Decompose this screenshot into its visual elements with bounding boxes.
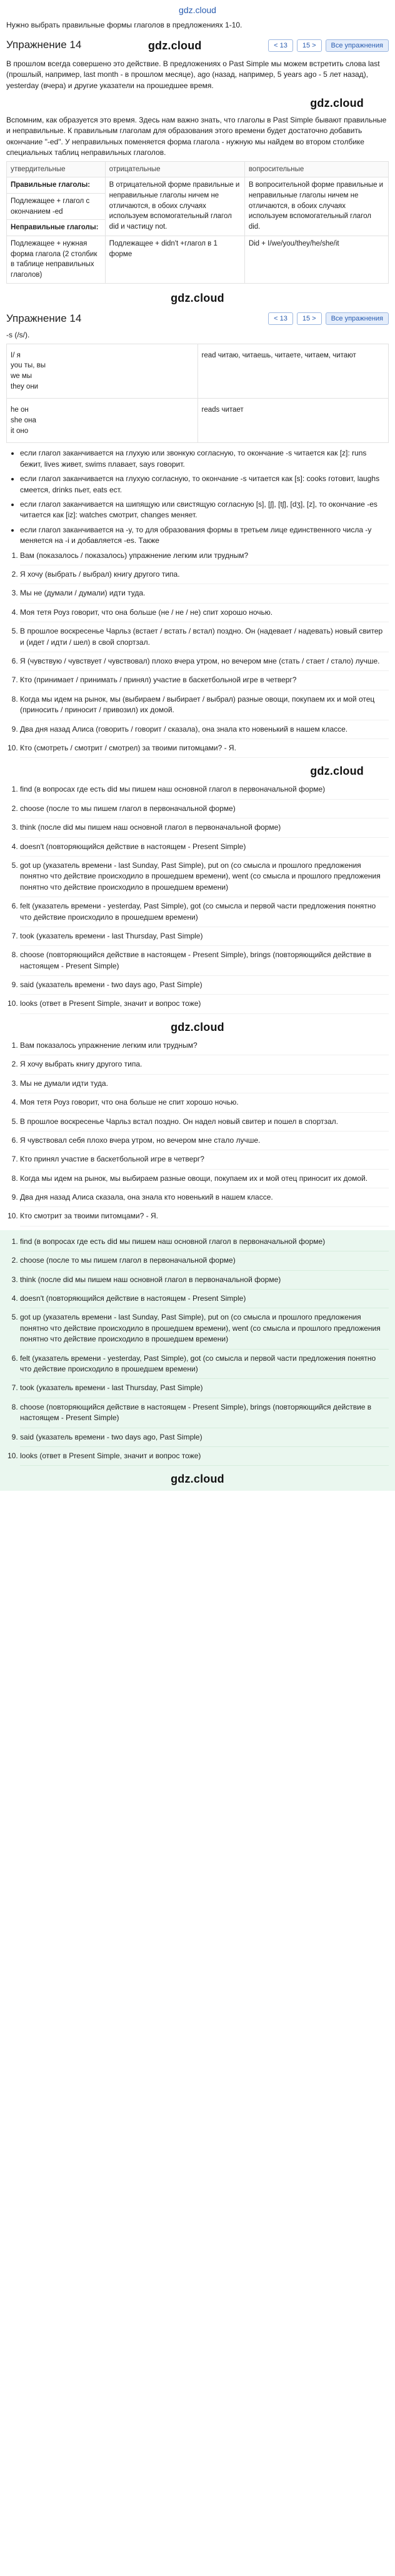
list-item: 7. took (указатель времени - last Thursday, Past Simple) bbox=[20, 1383, 389, 1398]
table-cell: he он she она it оно bbox=[7, 399, 198, 443]
list-item: 9. said (указатель времени - two days ago, Past Simple) bbox=[20, 1432, 389, 1447]
list-item: 3. Мы не (думали / думали) идти туда. bbox=[20, 588, 389, 603]
list-item: 3. think (после did мы пишем наш основной глагол в первоначальной форме) bbox=[20, 1275, 389, 1290]
list-item: 2. choose (после то мы пишем глагол в первоначальной форме) bbox=[20, 803, 389, 818]
next-exercise-button[interactable]: 15 > bbox=[297, 39, 322, 52]
list-item: 1. find (в вопросах где есть did мы пишем наш основной глагол в первоначальной форме) bbox=[20, 1236, 389, 1251]
intro-paragraph-1: В прошлом всегда совершено это действие. В предложениях о Past Simple мы можем встретить слова last (прошлый, например, last month - в прошлом месяце), ago (назад, например, 5 years ago - 5 лет назад), yesterday (вчера) и другие указатели на прошедшее время. bbox=[6, 59, 380, 90]
list-item: 5. got up (указатель времени - last Sunday, Past Simple), put on (со смысла и прошлого предложения понятно что действие происходило в прошедшем времени), went (со смысла и прошлого предложения понятно что действие происходило в прошедшем времени) bbox=[20, 1312, 389, 1349]
task-text: Нужно выбрать правильные формы глаголов в предложениях 1-10. bbox=[6, 21, 242, 30]
table-cell: Правильные глаголы: bbox=[7, 177, 106, 194]
exercise-bar-2 bbox=[6, 310, 389, 328]
list-item: 6. Я чувствовал себя плохо вчера утром, но вечером мне стало лучше. bbox=[20, 1135, 389, 1150]
list-item: 8. Когда мы идем на рынок, мы выбираем разные овощи, покупаем их и мой отец приносит их домой. bbox=[20, 1173, 389, 1188]
list-item: 1. find (в вопросах где есть did мы пишем наш основной глагол в первоначальной форме) bbox=[20, 784, 389, 799]
list-item: • если глагол заканчивается на глухую или звонкую согласную, то окончание -s читается как [z]: runs бежит, lives живет, swims плавает, says говорит. bbox=[20, 448, 389, 470]
list-item: 5. В прошлое воскресенье Чарльз встал поздно. Он надел новый свитер и пошел в спортзал. bbox=[20, 1116, 389, 1131]
all-exercises-button[interactable]: Все упражнения bbox=[326, 312, 389, 325]
subtitle: -s (/s/). bbox=[6, 331, 30, 340]
list-item: 8. Когда мы идем на рынок, мы (выбираем / выбирает / выбрал) разные овощи, покупаем их и мой отец (приносить / приносит / привозил) их домой. bbox=[20, 694, 389, 720]
watermark: gdz.cloud bbox=[148, 39, 202, 52]
list-item: 5. В прошлое воскресенье Чарльз (встает / встать / встал) поздно. Он (надевает / надевать) новый свитер и (идет / идти / шел) в свой спортзал. bbox=[20, 626, 389, 652]
all-exercises-button[interactable]: Все упражнения bbox=[326, 39, 389, 52]
list-item: • если глагол заканчивается на глухую согласную, то окончание -s читается как [s]: cooks готовит, laughs смеется, drinks пьет, eats ест. bbox=[20, 474, 389, 495]
watermark: gdz.cloud bbox=[171, 291, 224, 304]
table-row bbox=[7, 344, 389, 399]
prev-exercise-button[interactable]: < 13 bbox=[268, 39, 293, 52]
table-cell: Did + I/we/you/they/he/she/it bbox=[244, 236, 388, 283]
list-item: 9. Два дня назад Алиса (говорить / говорит / сказала), она знала кто новенький в нашем классе. bbox=[20, 724, 389, 739]
table-header: отрицательные bbox=[105, 161, 244, 177]
table-cell: read читаю, читаешь, читаете, читаем, читают bbox=[198, 344, 389, 399]
list-item: 9. Два дня назад Алиса сказала, она знала кто новенький в нашем классе. bbox=[20, 1192, 389, 1207]
list-item: 4. Моя тетя Роуз говорит, что она больше не спит хорошо ночью. bbox=[20, 1097, 389, 1112]
list-item: 4. Моя тетя Роуз говорит, что она больше (не / не / не) спит хорошо ночью. bbox=[20, 607, 389, 622]
table-row bbox=[7, 399, 389, 443]
answers-section bbox=[0, 1230, 395, 1491]
list-item: 6. felt (указатель времени - yesterday, Past Simple), got (со смысла и первой части предложения понятно что действие происходило в прошедшем времени) bbox=[20, 901, 389, 927]
list-item: 8. choose (повторяющийся действие в настоящем - Present Simple), brings (повторяющийся действие в настоящем - Present Simple) bbox=[20, 1402, 389, 1428]
site-logo[interactable]: gdz.cloud bbox=[179, 5, 216, 15]
table-cell: I/ я you ты, вы we мы they они bbox=[7, 344, 198, 399]
list-item: 1. Вам (показалось / показалось) упражнение легким или трудным? bbox=[20, 550, 389, 565]
watermark: gdz.cloud bbox=[171, 1473, 224, 1486]
pager bbox=[268, 39, 389, 52]
list-item: 10. Кто (смотреть / смотрит / смотрел) за твоими питомцами? - Я. bbox=[20, 743, 389, 758]
table-cell: В вопросительной форме правильные и неправильные глаголы ничем не отличаются, в обоих случаях используем вспомогательный глагол did. bbox=[244, 177, 388, 236]
list-item: 2. Я хочу (выбрать / выбрал) книгу другого типа. bbox=[20, 569, 389, 584]
list-item: 5. got up (указатель времени - last Sunday, Past Simple), put on (со смысла и прошлого предложения понятно что действие происходило в прошедшем времени), went (со смысла и прошлого предложения понятно что действие происходило в прошедшем времени) bbox=[20, 860, 389, 897]
watermark: gdz.cloud bbox=[171, 1020, 224, 1033]
table-cell: Подлежащее + нужная форма глагола (2 столбик в таблице неправильных глаголов) bbox=[7, 236, 106, 283]
content bbox=[0, 20, 395, 1226]
list-item: 3. think (после did мы пишем наш основной глагол в первоначальной форме) bbox=[20, 822, 389, 837]
list-item: 6. felt (указатель времени - yesterday, Past Simple), got (со смысла и первой части предложения понятно что действие происходило в прошедшем времени) bbox=[20, 1353, 389, 1380]
table-row bbox=[7, 177, 389, 194]
list-item: 6. Я (чувствую / чувствует / чувствовал) плохо вчера утром, но вечером мне (стать / стает / стало) лучше. bbox=[20, 656, 389, 671]
table-cell: В отрицательной форме правильные и неправильные глаголы ничем не отличаются, в обоих случаях используем вспомогательный глагол did и частицу not. bbox=[105, 177, 244, 236]
watermark: gdz.cloud bbox=[310, 765, 364, 778]
list-item: • если глагол заканчивается на шипящую или свистящую согласную [s], [ʃ], [tʃ], [dʒ], [z], то окончание -es читается как [iz]: watches смотрит, changes меняет. bbox=[20, 499, 389, 521]
list-item: 4. doesn't (повторяющийся действие в настоящем - Present Simple) bbox=[20, 842, 389, 857]
list-item: 7. took (указатель времени - last Thursday, Past Simple) bbox=[20, 931, 389, 946]
list-item: • если глагол заканчивается на -y, то для образования формы в третьем лице единственного числа -y меняется на -i и добавляется -es. Также bbox=[20, 525, 389, 547]
table-header-row bbox=[7, 161, 389, 177]
list-item: 2. Я хочу выбрать книгу другого типа. bbox=[20, 1059, 389, 1074]
list-item: 3. Мы не думали идти туда. bbox=[20, 1078, 389, 1093]
list-item: 2. choose (после то мы пишем глагол в первоначальной форме) bbox=[20, 1255, 389, 1270]
table-header: утвердительные bbox=[7, 161, 106, 177]
pronunciation-rules bbox=[6, 448, 389, 546]
list-item: 8. choose (повторяющийся действие в настоящем - Present Simple), brings (повторяющийся действие в настоящем - Present Simple) bbox=[20, 950, 389, 976]
list-item: 10. looks (ответ в Present Simple, значит и вопрос тоже) bbox=[20, 998, 389, 1013]
table-cell: reads читает bbox=[198, 399, 389, 443]
list-item: 7. Кто (принимает / принимать / принял) участие в баскетбольной игре в четверг? bbox=[20, 675, 389, 690]
watermark: gdz.cloud bbox=[310, 96, 364, 109]
prev-exercise-button[interactable]: < 13 bbox=[268, 312, 293, 325]
exercise-title: Упражнение 14 bbox=[6, 39, 82, 51]
verb-forms-table bbox=[6, 344, 389, 444]
translations-list bbox=[6, 1040, 389, 1226]
list-item: 10. looks (ответ в Present Simple, значит и вопрос тоже) bbox=[20, 1451, 389, 1466]
sentences-list bbox=[6, 550, 389, 758]
exercise-bar bbox=[6, 35, 389, 56]
grammar-table bbox=[6, 161, 389, 284]
exercise-title: Упражнение 14 bbox=[6, 312, 82, 324]
table-cell: Подлежащее + didn't +глагол в 1 форме bbox=[105, 236, 244, 283]
table-header: вопросительные bbox=[244, 161, 388, 177]
explanations-list bbox=[6, 784, 389, 1013]
answers-list bbox=[6, 1236, 389, 1466]
pager bbox=[268, 312, 389, 325]
list-item: 1. Вам показалось упражнение легким или трудным? bbox=[20, 1040, 389, 1055]
table-cell: Подлежащее + глагол с окончанием -ed bbox=[7, 193, 106, 219]
table-row bbox=[7, 236, 389, 283]
next-exercise-button[interactable]: 15 > bbox=[297, 312, 322, 325]
list-item: 10. Кто смотрит за твоими питомцами? - Я. bbox=[20, 1211, 389, 1226]
site-header bbox=[0, 0, 395, 19]
list-item: 9. said (указатель времени - two days ago, Past Simple) bbox=[20, 980, 389, 995]
intro-paragraph-2: Вспомним, как образуется это время. Здесь нам важно знать, что глаголы в Past Simple бывают правильные и неправильные. К правильным глаголам для образования этого времени будет достаточно добавить окончание "-ed". У неправильных поменяется форма глагола - нужную мы найдем во втором столбике специальных таблиц неправильных глаголов. bbox=[6, 116, 387, 157]
list-item: 7. Кто принял участие в баскетбольной игре в четверг? bbox=[20, 1154, 389, 1169]
table-cell: Неправильные глаголы: bbox=[7, 220, 106, 236]
list-item: 4. doesn't (повторяющийся действие в настоящем - Present Simple) bbox=[20, 1293, 389, 1308]
